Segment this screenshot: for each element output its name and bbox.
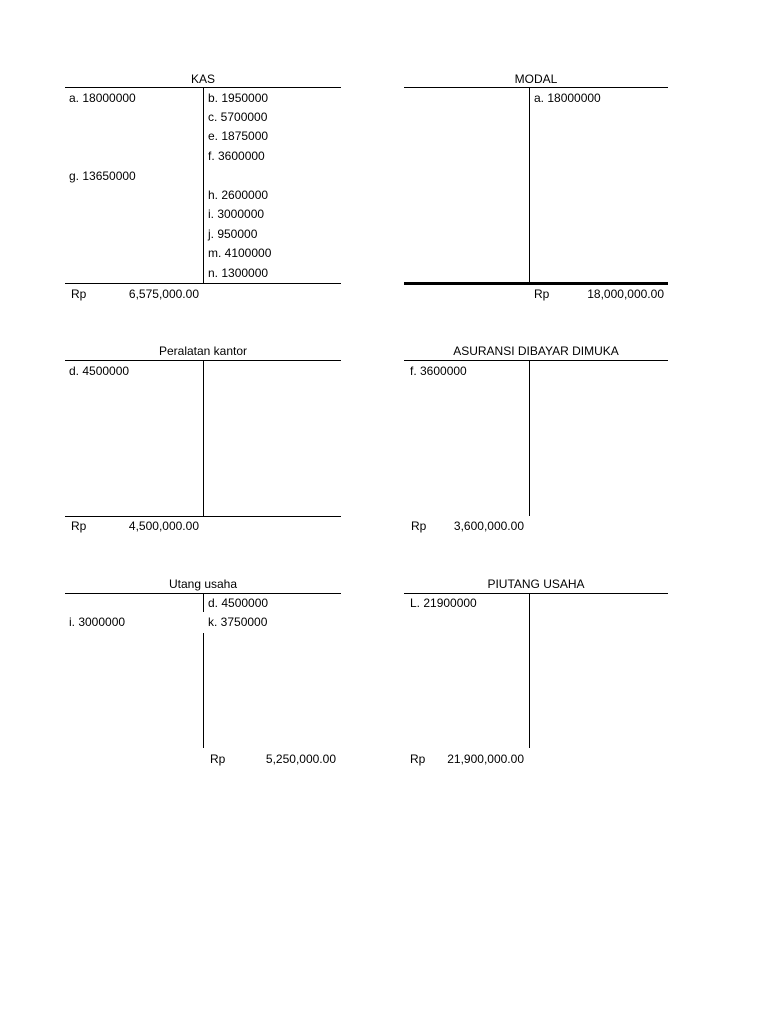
divider-vertical bbox=[203, 594, 204, 612]
account-peralatan-kantor bbox=[65, 343, 341, 543]
account-title: Utang usaha bbox=[168, 577, 238, 591]
debit-entry: d. 4500000 bbox=[69, 364, 130, 378]
account-title: MODAL bbox=[514, 72, 558, 86]
credit-entry: a. 18000000 bbox=[534, 91, 601, 105]
account-title: ASURANSI DIBAYAR DIMUKA bbox=[453, 344, 619, 358]
account-utang-usaha bbox=[65, 576, 341, 776]
divider-bottom bbox=[65, 283, 341, 284]
account-asuransi-dibayar-dimuka bbox=[404, 343, 668, 543]
balance-label: Rp bbox=[410, 752, 426, 766]
credit-entry: h. 2600000 bbox=[208, 188, 269, 202]
balance-amount: 6,575,000.00 bbox=[128, 287, 199, 301]
debit-entry: a. 18000000 bbox=[69, 91, 136, 105]
divider-vertical bbox=[529, 88, 530, 283]
divider-vertical bbox=[203, 361, 204, 516]
credit-entry: e. 1875000 bbox=[208, 129, 269, 143]
balance-amount: 18,000,000.00 bbox=[587, 287, 664, 301]
credit-entry: f. 3600000 bbox=[208, 149, 265, 163]
account-piutang-usaha bbox=[404, 576, 668, 776]
balance-label: Rp bbox=[534, 287, 550, 301]
divider-top bbox=[404, 360, 668, 361]
balance-label: Rp bbox=[411, 519, 427, 533]
debit-entry: f. 3600000 bbox=[410, 364, 467, 378]
balance-amount: 4,500,000.00 bbox=[128, 519, 199, 533]
account-title: KAS bbox=[190, 72, 215, 86]
divider-vertical bbox=[529, 361, 530, 516]
credit-entry: d. 4500000 bbox=[208, 596, 269, 610]
credit-entry: b. 1950000 bbox=[208, 91, 269, 105]
balance-amount: 3,600,000.00 bbox=[453, 519, 524, 533]
divider-vertical bbox=[529, 594, 530, 748]
credit-entry: m. 4100000 bbox=[208, 246, 272, 260]
debit-entry: g. 13650000 bbox=[69, 169, 136, 183]
balance-label: Rp bbox=[71, 519, 87, 533]
debit-entry: L. 21900000 bbox=[410, 596, 477, 610]
credit-entry: c. 5700000 bbox=[208, 110, 268, 124]
account-kas bbox=[65, 71, 341, 311]
account-title: Peralatan kantor bbox=[158, 344, 248, 358]
account-modal bbox=[404, 71, 668, 311]
credit-entry: k. 3750000 bbox=[208, 615, 268, 629]
divider-vertical bbox=[203, 633, 204, 748]
credit-entry: n. 1300000 bbox=[208, 266, 269, 280]
balance-amount: 21,900,000.00 bbox=[447, 752, 524, 766]
balance-label: Rp bbox=[210, 752, 226, 766]
credit-entry: i. 3000000 bbox=[208, 207, 265, 221]
account-title: PIUTANG USAHA bbox=[487, 577, 585, 591]
credit-entry: j. 950000 bbox=[208, 227, 258, 241]
balance-label: Rp bbox=[71, 287, 87, 301]
divider-vertical bbox=[203, 88, 204, 283]
divider-top bbox=[404, 87, 668, 88]
debit-entry: i. 3000000 bbox=[69, 615, 126, 629]
balance-amount: 5,250,000.00 bbox=[265, 752, 336, 766]
